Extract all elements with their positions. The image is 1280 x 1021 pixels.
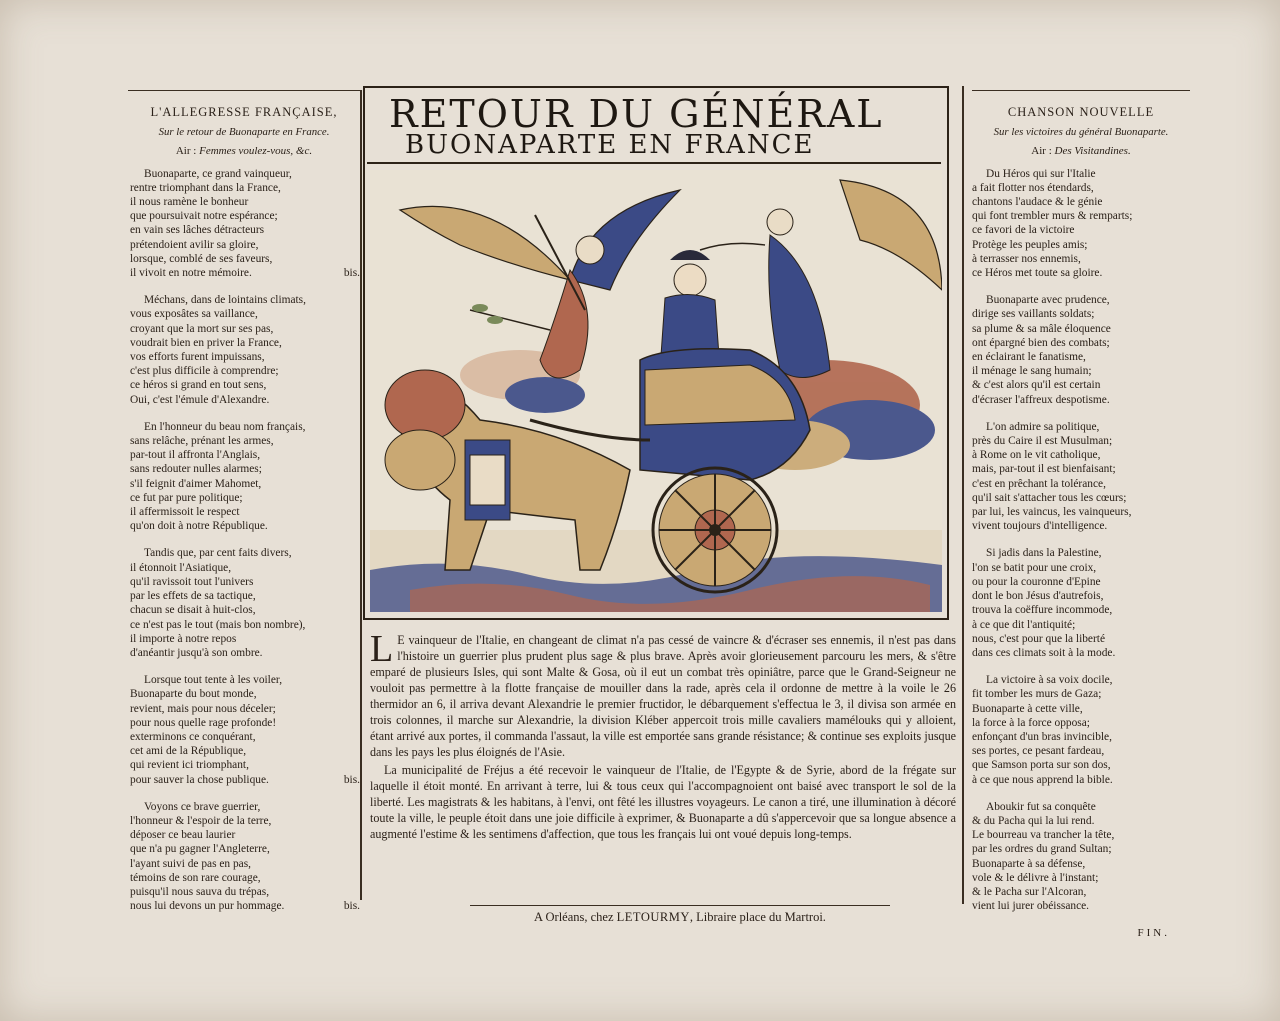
stanza bbox=[128, 420, 360, 534]
fin-mark: FIN. bbox=[1137, 927, 1170, 940]
right-song-title: CHANSON NOUVELLE bbox=[1007, 105, 1155, 119]
verse-line: qu'on doit à notre République. bbox=[130, 520, 268, 533]
verse-line: fit tomber les murs de Gaza; bbox=[972, 688, 1102, 701]
chariot-wheel bbox=[653, 468, 777, 592]
verse-line: ce héros si grand en tout sens, bbox=[130, 379, 267, 392]
verse-line: c'est en prêchant la tolérance, bbox=[972, 477, 1106, 490]
verse-line: ont épargné bien des combats; bbox=[972, 336, 1110, 349]
verse-line: par les ordres du grand Sultan; bbox=[972, 843, 1112, 856]
verse-line: la force à la force opposa; bbox=[972, 716, 1090, 729]
imprint-suffix: , Libraire place du Martroi. bbox=[689, 910, 826, 924]
verse-line: que poursuivait notre espérance; bbox=[130, 210, 278, 223]
verse-line: Voyons ce brave guerrier, bbox=[144, 800, 261, 813]
verse-line: vient lui jurer obéissance. bbox=[972, 900, 1090, 913]
verse-line: exterminons ce conquérant, bbox=[130, 730, 256, 743]
stanza bbox=[128, 546, 360, 660]
stanza bbox=[128, 167, 360, 281]
prose-paragraph-1-text: E vainqueur de l'Italie, en changeant de climat n'a pas cessé de vaincre & d'écraser ses ennemis, il n'est pas dans l'histoire un guerrier plus prudent plus sage & plus brave. Après avoir glorieusement parcouru les mers, & s'être emparé de plusieurs Isles, qui sont Malte & Gosa, où il eut un combat très opiniâtre, parce que le Grand-Seigneur ne vouloit pas permettre à la flotte française de mouiller dans la rade, après cela il ordonne de mettre à la voile le 26 thermidor an 6, il arriva devant Alexandrie le premier fructidor, le débarquement s'effectua le 3, il divisa son armée en trois colonnes, il marche sur Alexandrie, la division Kléber appercoit trois mille cavaliers mamélouks qui y alloient, étant arrivé aux portes, il commanda l'assaut, la ville est emportée sans grande résistance; & continue ses exploits jusque dans les pays les plus éloignés de l'Asie. bbox=[370, 633, 956, 759]
air-prefix: Air : bbox=[1031, 145, 1055, 158]
title-box bbox=[367, 90, 941, 164]
verse-line: c'est plus difficile à comprendre; bbox=[130, 365, 279, 378]
verse-line: que Samson porta sur son dos, bbox=[972, 759, 1111, 772]
verse-line: revient, mais pour nous déceler; bbox=[130, 702, 276, 715]
imprint-prefix: A Orléans, chez bbox=[534, 910, 617, 924]
bis-mark: bis. bbox=[343, 900, 360, 913]
verse-line: dont le bon Jésus d'autrefois, bbox=[972, 590, 1104, 603]
left-song-subtitle: Sur le retour de Buonaparte en France. bbox=[158, 126, 330, 139]
verse-line: témoins de son rare courage, bbox=[130, 871, 261, 884]
verse-line: par lui, les vaincus, les vainqueurs, bbox=[972, 506, 1132, 519]
verse-line: Oui, c'est l'émule d'Alexandre. bbox=[130, 393, 270, 406]
air-name: Des Visitandines. bbox=[1054, 145, 1131, 158]
verse-line: Du Héros qui sur l'Italie bbox=[986, 167, 1096, 180]
stanza bbox=[972, 293, 1190, 407]
main-title-line1: RETOUR DU GÉNÉRAL bbox=[389, 92, 884, 136]
verse-line: à ce que nous apprend la bible. bbox=[972, 773, 1113, 786]
verse-line: ce Héros met toute sa gloire. bbox=[972, 267, 1103, 280]
verse-line: qui font trembler murs & remparts; bbox=[972, 210, 1133, 223]
verse-line: nous lui devons un pur hommage. bis. bbox=[130, 900, 360, 913]
verse-line: & c'est alors qu'il est certain bbox=[972, 379, 1101, 392]
verse-line: a fait flotter nos étendards, bbox=[972, 181, 1094, 194]
right-top-rule bbox=[972, 90, 1190, 91]
verse-line: puisqu'il nous sauva du trépas, bbox=[130, 885, 270, 898]
stanza bbox=[972, 420, 1190, 534]
verse-line: Lorsque tout tente à les voiler, bbox=[144, 674, 283, 687]
verse-line: s'il feignit d'aimer Mahomet, bbox=[130, 477, 262, 490]
stanza bbox=[128, 673, 360, 787]
stanza bbox=[128, 293, 360, 407]
verse-line: l'on se batit pour une croix, bbox=[972, 561, 1097, 574]
verse-line: il vivoit en notre mémoire. bis. bbox=[130, 267, 360, 280]
verse-line: à Rome on le vit catholique, bbox=[972, 449, 1101, 462]
verse-line: à terrasser nos ennemis, bbox=[972, 252, 1081, 265]
right-stanzas bbox=[972, 167, 1190, 914]
verse-line: d'écraser l'affreux despotisme. bbox=[972, 393, 1110, 406]
verse-line: il affermissoit le respect bbox=[130, 506, 240, 519]
verse-line: il nous ramène le bonheur bbox=[130, 196, 249, 209]
right-song-column bbox=[972, 90, 1190, 941]
verse-line: vole & le délivre à l'instant; bbox=[972, 871, 1099, 884]
verse-line: pour nous quelle rage profonde! bbox=[130, 716, 277, 729]
verse-line: vous exposâtes sa vaillance, bbox=[130, 308, 258, 321]
verse-line: l'honneur & l'espoir de la terre, bbox=[130, 814, 272, 827]
verse-line: à ce que dit l'antiquité; bbox=[972, 618, 1076, 631]
verse-line: ce fut par pure politique; bbox=[130, 491, 243, 504]
verse-line: Buonaparte avec prudence, bbox=[986, 294, 1110, 307]
verse-line: cet ami de la République, bbox=[130, 745, 247, 758]
right-song-air bbox=[972, 144, 1190, 158]
verse-line: d'anéantir jusqu'à son ombre. bbox=[130, 646, 263, 659]
verse-line: déposer ce beau laurier bbox=[130, 829, 236, 842]
verse-line: qu'il ravissoit tout l'univers bbox=[130, 575, 254, 588]
prose-paragraph-1 bbox=[370, 628, 956, 760]
stanza bbox=[972, 167, 1190, 281]
verse-line: pour sauver la chose publique. bis. bbox=[130, 773, 360, 786]
verse-line: Buonaparte du bout monde, bbox=[130, 688, 257, 701]
verse-line: nous, c'est pour que la liberté bbox=[972, 632, 1106, 645]
verse-line: l'ayant suivi de pas en pas, bbox=[130, 857, 251, 870]
right-song-subtitle: Sur les victoires du général Buonaparte. bbox=[993, 126, 1169, 139]
verse-line: Si jadis dans la Palestine, bbox=[986, 547, 1102, 560]
verse-line: vivent toujours d'intelligence. bbox=[972, 520, 1108, 533]
verse-line: vos efforts furent impuissans, bbox=[130, 351, 265, 364]
verse-line: lorsque, comblé de ses faveurs, bbox=[130, 252, 273, 265]
verse-line: L'on admire sa politique, bbox=[986, 420, 1100, 433]
imprint-rule bbox=[470, 905, 890, 906]
verse-line: rentre triomphant dans la France, bbox=[130, 181, 281, 194]
verse-line: il étonnoit l'Asiatique, bbox=[130, 561, 232, 574]
verse-line: Protège les peuples amis; bbox=[972, 238, 1088, 251]
prose-paragraph-2: La municipalité de Fréjus a été recevoir le vainqueur de l'Italie, de l'Egypte & de Syrie, abord de la frégate sur laquelle il étoit monté. En arrivant à terre, lui & tous ceux qui l'accompagnoient ont baisé avec transport le sol de la liberté. Les magistrats & les habitans, à l'envi, ont fêté les illustres voyageurs. Le canon a tiré, une illumination à décoré toute la ville, le peuple étoit dans une joie difficile à exprimer, & Buonaparte a dû s'appercevoir que sa longue absence a augmenté l'estime & les sentimens d'affection, que tous les français lui ont voué depuis long-temps. bbox=[370, 763, 956, 841]
main-title-line2: BUONAPARTE EN FRANCE bbox=[405, 130, 815, 160]
verse-line: mais, par-tout il est bienfaisant; bbox=[972, 463, 1116, 476]
verse-line: sans relâche, prénant les armes, bbox=[130, 435, 274, 448]
verse-line: Buonaparte à cette ville, bbox=[972, 702, 1083, 715]
verse-line: que n'a pu gagner l'Angleterre, bbox=[130, 843, 270, 856]
verse-line: dirige ses vaillants soldats; bbox=[972, 308, 1095, 321]
air-prefix: Air : bbox=[175, 145, 200, 158]
verse-line: qui revient ici triomphant, bbox=[130, 759, 249, 772]
verse-line: dans ces climats soit à la mode. bbox=[972, 646, 1116, 659]
verse-line: voudrait bien en priver la France, bbox=[130, 336, 282, 349]
stanza bbox=[128, 800, 360, 914]
verse-line: Buonaparte, ce grand vainqueur, bbox=[144, 167, 292, 180]
bis-mark: bis. bbox=[343, 267, 360, 280]
verse-line: en éclairant le fanatisme, bbox=[972, 351, 1086, 364]
verse-line: sa plume & sa mâle éloquence bbox=[972, 322, 1111, 335]
verse-line: croyant que la mort sur ses pas, bbox=[130, 322, 274, 335]
right-vertical-rule bbox=[962, 86, 964, 904]
verse-line: Le bourreau va trancher la tête, bbox=[972, 829, 1115, 842]
verse-line: & le Pacha sur l'Alcoran, bbox=[972, 885, 1087, 898]
stanza bbox=[972, 800, 1190, 914]
woodcut-illustration bbox=[370, 170, 942, 612]
verse-line: près du Caire il est Musulman; bbox=[972, 435, 1113, 448]
verse-line: chantons l'audace & le génie bbox=[972, 196, 1103, 209]
verse-line: Aboukir fut sa conquête bbox=[986, 800, 1096, 813]
left-top-rule bbox=[128, 90, 360, 91]
air-name: Femmes voulez-vous, &c. bbox=[199, 145, 313, 158]
bis-mark: bis. bbox=[343, 773, 360, 786]
verse-line: ses portes, ce pesant fardeau, bbox=[972, 745, 1105, 758]
verse-line: La victoire à sa voix docile, bbox=[986, 674, 1113, 687]
verse-line: il importe à notre repos bbox=[130, 632, 237, 645]
verse-line: par-tout il affronta l'Anglais, bbox=[130, 449, 261, 462]
verse-line: par les effets de sa tactique, bbox=[130, 590, 256, 603]
verse-line: ou pour la couronne d'Epine bbox=[972, 575, 1101, 588]
verse-line: trouva la coëffure incommode, bbox=[972, 604, 1113, 617]
verse-line: en vain ses lâches détracteurs bbox=[130, 224, 265, 237]
left-song-title: L'ALLEGRESSE FRANÇAISE, bbox=[150, 105, 338, 119]
verse-line: enfonçant d'un bras invincible, bbox=[972, 730, 1112, 743]
verse-line: sans redouter nulles alarmes; bbox=[130, 463, 262, 476]
verse-line: qu'il sait s'attacher tous les cœurs; bbox=[972, 491, 1127, 504]
left-vertical-rule bbox=[360, 90, 362, 900]
verse-line: chacun se disait à huit-clos, bbox=[130, 604, 256, 617]
left-song-column bbox=[128, 90, 360, 926]
verse-line: Méchans, dans de lointains climats, bbox=[144, 294, 306, 307]
verse-line: il ménage le sang humain; bbox=[972, 365, 1092, 378]
prose-block bbox=[370, 628, 956, 844]
drop-cap: L bbox=[370, 628, 394, 670]
left-stanzas bbox=[128, 167, 360, 914]
verse-line: Buonaparte à sa défense, bbox=[972, 857, 1086, 870]
verse-line: & du Pacha qui la lui rend. bbox=[972, 814, 1095, 827]
stanza bbox=[972, 546, 1190, 660]
left-song-air bbox=[128, 144, 360, 158]
verse-line: prétendoient avilir sa gloire, bbox=[130, 238, 259, 251]
stanza bbox=[972, 673, 1190, 787]
printer-name: LETOURMY bbox=[616, 910, 690, 924]
verse-line: En l'honneur du beau nom français, bbox=[144, 420, 306, 433]
verse-line: Tandis que, par cent faits divers, bbox=[144, 547, 292, 560]
imprint bbox=[470, 910, 890, 925]
verse-line: ce favori de la victoire bbox=[972, 224, 1075, 237]
verse-line: ce n'est pas le tout (mais bon nombre), bbox=[130, 618, 306, 631]
